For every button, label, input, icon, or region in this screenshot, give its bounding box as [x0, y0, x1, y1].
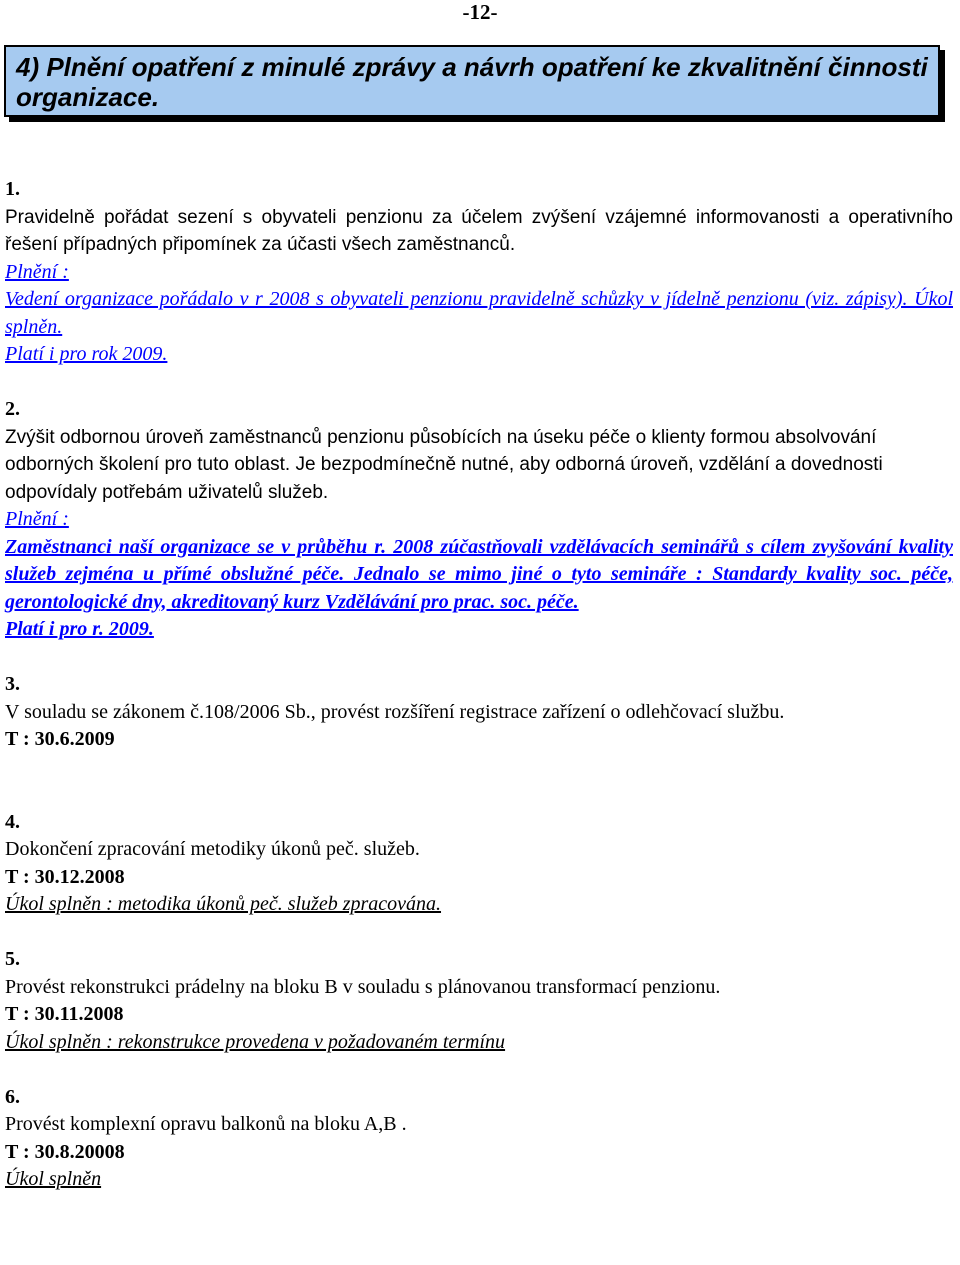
page-number: -12-	[462, 0, 498, 24]
item-text: V souladu se zákonem č.108/2006 Sb., provést rozšíření registrace zařízení o odlehčovací službu.	[5, 700, 785, 723]
item-number: 4.	[5, 810, 20, 833]
result: Úkol splněn	[5, 1168, 102, 1190]
fulfillment-text: Zaměstnanci naší organizace se v průběhu r. 2008 zúčastňovali vzdělávacích seminářů s cílem zvyšování kvality služeb zejména u přímé obslužné péče. Jednalo se mimo jiné o tyto semináře : Standardy kvality soc. péče, gerontologické dny, akreditovaný kurz Vzdělávání pro prac. soc. péče.	[5, 535, 953, 613]
item-number: 2.	[5, 398, 20, 420]
item-number: 6.	[5, 1085, 20, 1108]
fulfillment-label: Plnění :	[5, 260, 69, 283]
deadline: T : 30.11.2008	[5, 1003, 124, 1025]
item-2	[5, 396, 953, 644]
item-text: Zvýšit odbornou úroveň zaměstnanců penzionu působících na úseku péče o klienty formou absolvování odborných školení pro tuto oblast. Je bezpodmínečně nutné, aby odborná úroveň, vzdělání a dovednosti odpovídaly potřebám uživatelů služeb.	[5, 426, 883, 503]
section-heading-text: 4) Plnění opatření z minulé zprávy a návrh opatření ke zkvalitnění činnosti organizace.	[16, 52, 928, 112]
result: Úkol splněn : rekonstrukce provedena v požadovaném termínu	[5, 1030, 506, 1053]
item-text: Provést komplexní opravu balkonů na bloku A,B .	[5, 1113, 407, 1135]
item-text: Pravidelně pořádat sezení s obyvateli penzionu za účelem zvýšení vzájemné informovanosti a operativního řešení případných připomínek za účasti všech zaměstnanců.	[5, 206, 953, 255]
item-6	[5, 1084, 953, 1194]
result: Úkol splněn : metodika úkonů peč. služeb zpracována.	[5, 893, 442, 915]
item-number: 3.	[5, 673, 20, 695]
item-5	[5, 946, 953, 1056]
valid-note: Platí i pro r. 2009.	[5, 618, 154, 640]
item-1	[5, 176, 953, 369]
deadline: T : 30.12.2008	[5, 865, 125, 888]
item-text: Dokončení zpracování metodiky úkonů peč. služeb.	[5, 838, 420, 860]
fulfillment-label: Plnění :	[5, 508, 69, 530]
deadline: T : 30.6.2009	[5, 728, 115, 750]
item-3	[5, 671, 953, 754]
section-heading	[4, 45, 940, 117]
item-number: 1.	[5, 178, 20, 200]
fulfillment-text: Vedení organizace pořádalo v r 2008 s obyvateli penzionu pravidelně schůzky v jídelně penzionu (viz. zápisy). Úkol splněn.	[5, 288, 953, 338]
deadline: T : 30.8.20008	[5, 1140, 125, 1163]
item-4	[5, 809, 953, 919]
item-text: Provést rekonstrukci prádelny na bloku B v souladu s plánovanou transformací penzionu.	[5, 975, 721, 998]
document-body	[5, 176, 953, 1194]
item-number: 5.	[5, 948, 20, 970]
valid-note: Platí i pro rok 2009.	[5, 343, 168, 365]
